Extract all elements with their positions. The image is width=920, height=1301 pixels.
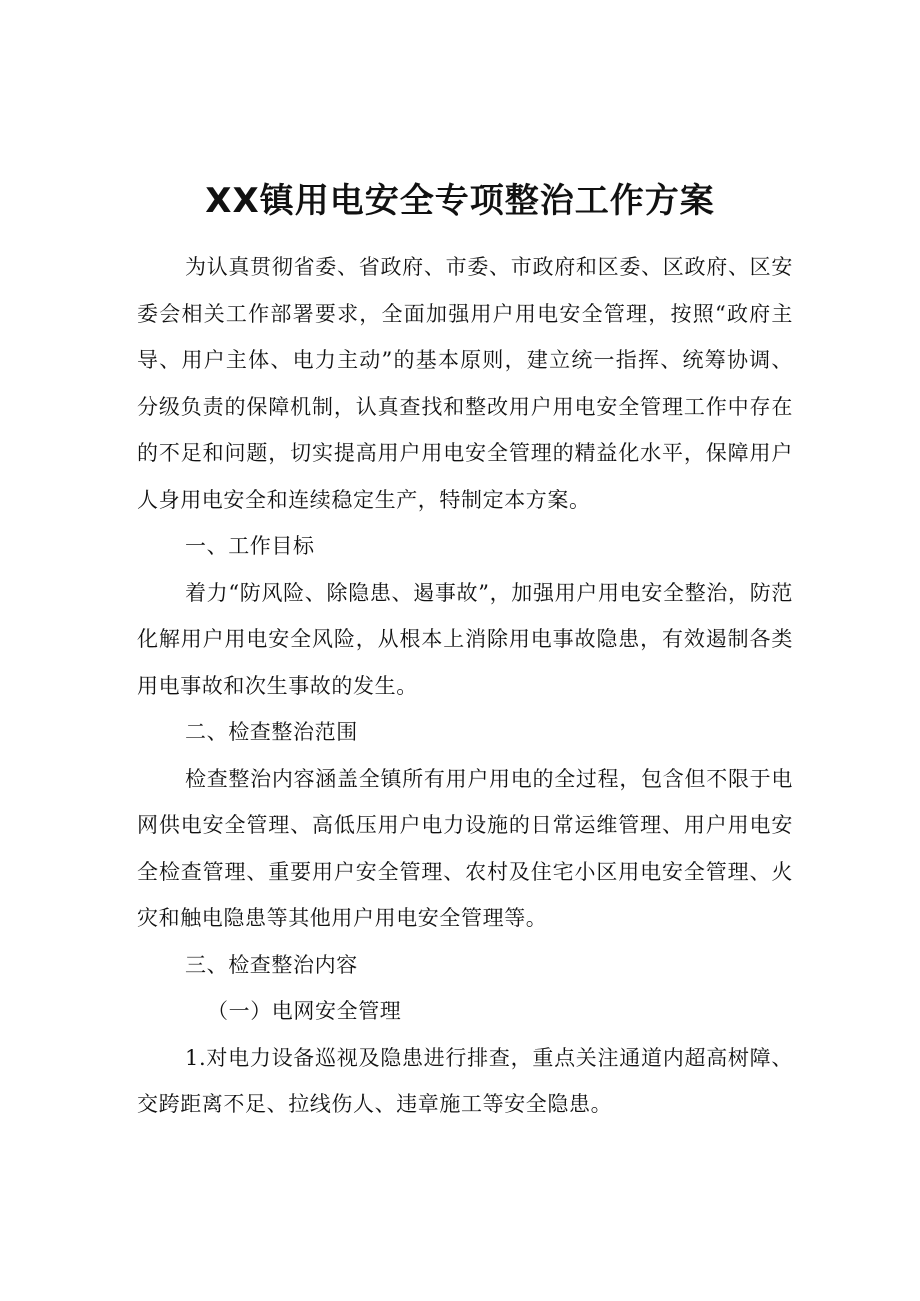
intro-paragraph: 为认真贯彻省委、省政府、市委、市政府和区委、区政府、区安委会相关工作部署要求，全面加强用户用电安全管理，按照“政府主导、用户主体、电力主动”的基本原则，建立统一指挥、统筹协调、分级负责的保障机制，认真查找和整改用户用电安全管理工作中存在的不足和问题，切实提高用户用电安全管理的精益化水平，保障用户人身用电安全和连续稳定生产，特制定本方案。 xyxy=(137,255,793,512)
goals-paragraph: 着力“防风险、除隐患、遏事故”，加强用户用电安全整治，防范化解用户用电安全风险，从根本上消除用电事故隐患，有效遏制各类用电事故和次生事故的发生。 xyxy=(137,580,793,698)
subsection-heading-grid-safety: （一）电网安全管理 xyxy=(207,999,402,1023)
document-body xyxy=(137,244,793,1128)
scope-paragraph: 检查整治内容涵盖全镇所有用户用电的全过程，包含但不限于电网供电安全管理、高低压用户电力设施的日常运维管理、用户用电安全检查管理、重要用户安全管理、农村及住宅小区用电安全管理、火灾和触电隐患等其他用户用电安全管理等。 xyxy=(137,766,793,930)
section-heading-scope: 二、检查整治范围 xyxy=(185,720,358,744)
section-heading-goals: 一、工作目标 xyxy=(185,534,315,558)
section-heading-content: 三、检查整治内容 xyxy=(185,952,358,977)
document-title: XX镇用电安全专项整治工作方案 xyxy=(205,181,715,221)
item-paragraph-1: 1.对电力设备巡视及隐患进行排查，重点关注通道内超高树障、交跨距离不足、拉线伤人、违章施工等安全隐患。 xyxy=(137,1045,793,1116)
